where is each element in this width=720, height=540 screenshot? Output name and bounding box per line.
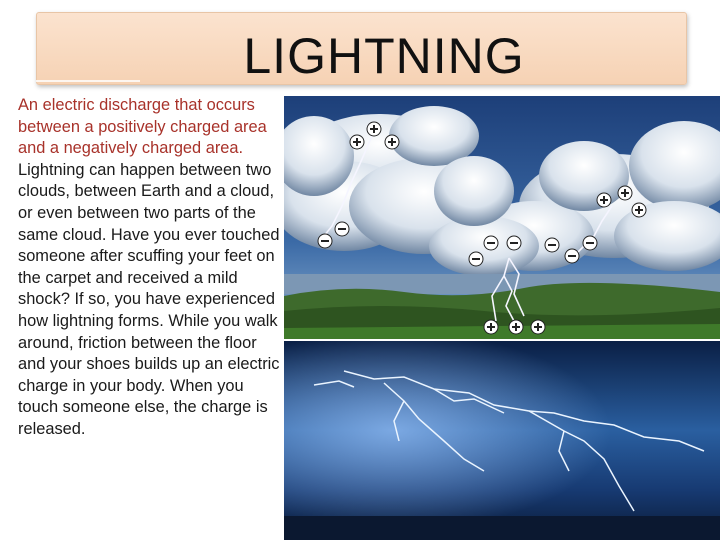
explanation-text: Lightning can happen between two clouds, between Earth and a cloud, or even between two parts of the same cloud. Have you ever touched someone after scuffing your feet on the carpet and received a mild shock? If so, you have experienced how lightning forms. While you walk around, friction between the floor and your shoes builds up an electric charge in your body. When you touch someone else, the charge is released.: [18, 160, 280, 438]
title-accent-line: [36, 80, 140, 82]
definition-text: An electric discharge that occurs between a positively charged area and a negatively charged area.: [18, 96, 267, 158]
slide-title: LIGHTNING: [243, 28, 525, 84]
night-lightning-photo: [284, 341, 720, 540]
charged-clouds-illustration: [284, 96, 720, 339]
title-banner: [36, 12, 687, 85]
body-paragraph: [18, 95, 286, 441]
